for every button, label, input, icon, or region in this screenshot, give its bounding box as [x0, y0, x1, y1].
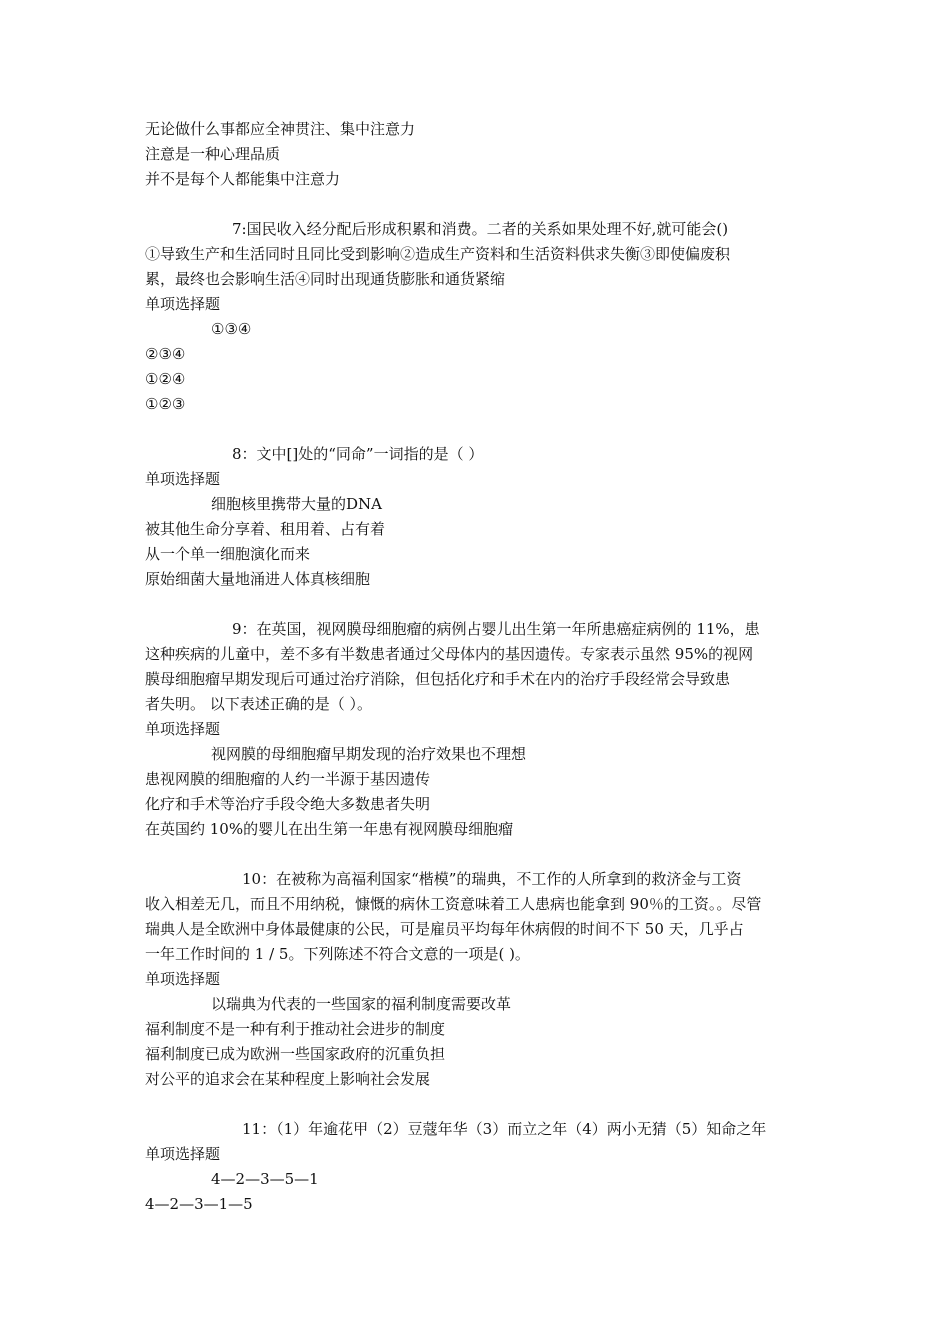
q10-stem-line-3: 瑞典人是全欧洲中身体最健康的公民，可是雇员平均每年休病假的时间不下 50 天，几乎占: [145, 920, 744, 938]
q7-stem-line-1: 7:国民收入经分配后形成积累和消费。二者的关系如果处理不好,就可能会(): [232, 220, 729, 238]
q10-type-label: 单项选择题: [145, 970, 221, 988]
q9-option-b: 患视网膜的细胞瘤的人约一半源于基因遗传: [145, 770, 431, 788]
q7-type-label: 单项选择题: [145, 295, 221, 313]
q11-stem-line-1: 11：（1）年逾花甲（2）豆蔻年华（3）而立之年（4）两小无猜（5）知命之年: [242, 1120, 767, 1138]
q9-stem-line-4: 者失明。 以下表述正确的是（ ）。: [145, 695, 373, 713]
q9-option-a: 视网膜的母细胞瘤早期发现的治疗效果也不理想: [211, 745, 527, 763]
prev-option-line-2: 注意是一种心理品质: [145, 145, 281, 163]
q9-option-d: 在英国约 10%的婴儿在出生第一年患有视网膜母细胞瘤: [145, 820, 514, 838]
q10-stem-line-2: 收入相差无几，而且不用纳税，慷慨的病休工资意味着工人患病也能拿到 90％的工资。。尽管: [145, 895, 762, 913]
q9-option-c: 化疗和手术等治疗手段令绝大多数患者失明: [145, 795, 431, 813]
q9-type-label: 单项选择题: [145, 720, 221, 738]
q7-option-a: ①③④: [211, 320, 252, 338]
q9-stem-line-1: 9：在英国，视网膜母细胞瘤的病例占婴儿出生第一年所患癌症病例的 11%，患: [232, 620, 760, 638]
q11-option-a: 4—2—3—5—1: [211, 1170, 319, 1188]
q11-option-b: 4—2—3—1—5: [145, 1195, 253, 1213]
q9-stem-line-3: 膜母细胞瘤早期发现后可通过治疗消除，但包括化疗和手术在内的治疗手段经常会导致患: [145, 670, 731, 688]
q8-stem-line-1: 8：文中[]处的“同命”一词指的是（ ）: [232, 445, 484, 463]
q10-option-a: 以瑞典为代表的一些国家的福利制度需要改革: [211, 995, 512, 1013]
q11-type-label: 单项选择题: [145, 1145, 221, 1163]
q9-stem-line-2: 这种疾病的儿童中，差不多有半数患者通过父母体内的基因遗传。专家表示虽然 95%的视网: [145, 645, 754, 663]
q10-stem-line-1: 10：在被称为高福利国家“楷模”的瑞典，不工作的人所拿到的救济金与工资: [242, 870, 742, 888]
q10-option-b: 福利制度不是一种有利于推动社会进步的制度: [145, 1020, 446, 1038]
q7-option-b: ②③④: [145, 345, 186, 363]
q7-stem-line-3: 累，最终也会影响生活④同时出现通货膨胀和通货紧缩: [145, 270, 506, 288]
q8-option-b: 被其他生命分享着、租用着、占有着: [145, 520, 386, 538]
q7-option-c: ①②④: [145, 370, 186, 388]
q10-option-c: 福利制度已成为欧洲一些国家政府的沉重负担: [145, 1045, 446, 1063]
prev-option-line-3: 并不是每个人都能集中注意力: [145, 170, 341, 188]
q7-option-d: ①②③: [145, 395, 186, 413]
q8-option-a: 细胞核里携带大量的DNA: [211, 495, 382, 513]
prev-option-line-1: 无论做什么事都应全神贯注、集中注意力: [145, 120, 416, 138]
q10-option-d: 对公平的追求会在某种程度上影响社会发展: [145, 1070, 431, 1088]
q8-option-c: 从一个单一细胞演化而来: [145, 545, 311, 563]
q7-stem-line-2: ①导致生产和生活同时且同比受到影响②造成生产资料和生活资料供求失衡③即使偏废积: [145, 245, 731, 263]
q10-stem-line-4: 一年工作时间的 1 / 5。下列陈述不符合文意的一项是( )。: [145, 945, 530, 963]
q8-option-d: 原始细菌大量地涌进人体真核细胞: [145, 570, 371, 588]
q8-type-label: 单项选择题: [145, 470, 221, 488]
